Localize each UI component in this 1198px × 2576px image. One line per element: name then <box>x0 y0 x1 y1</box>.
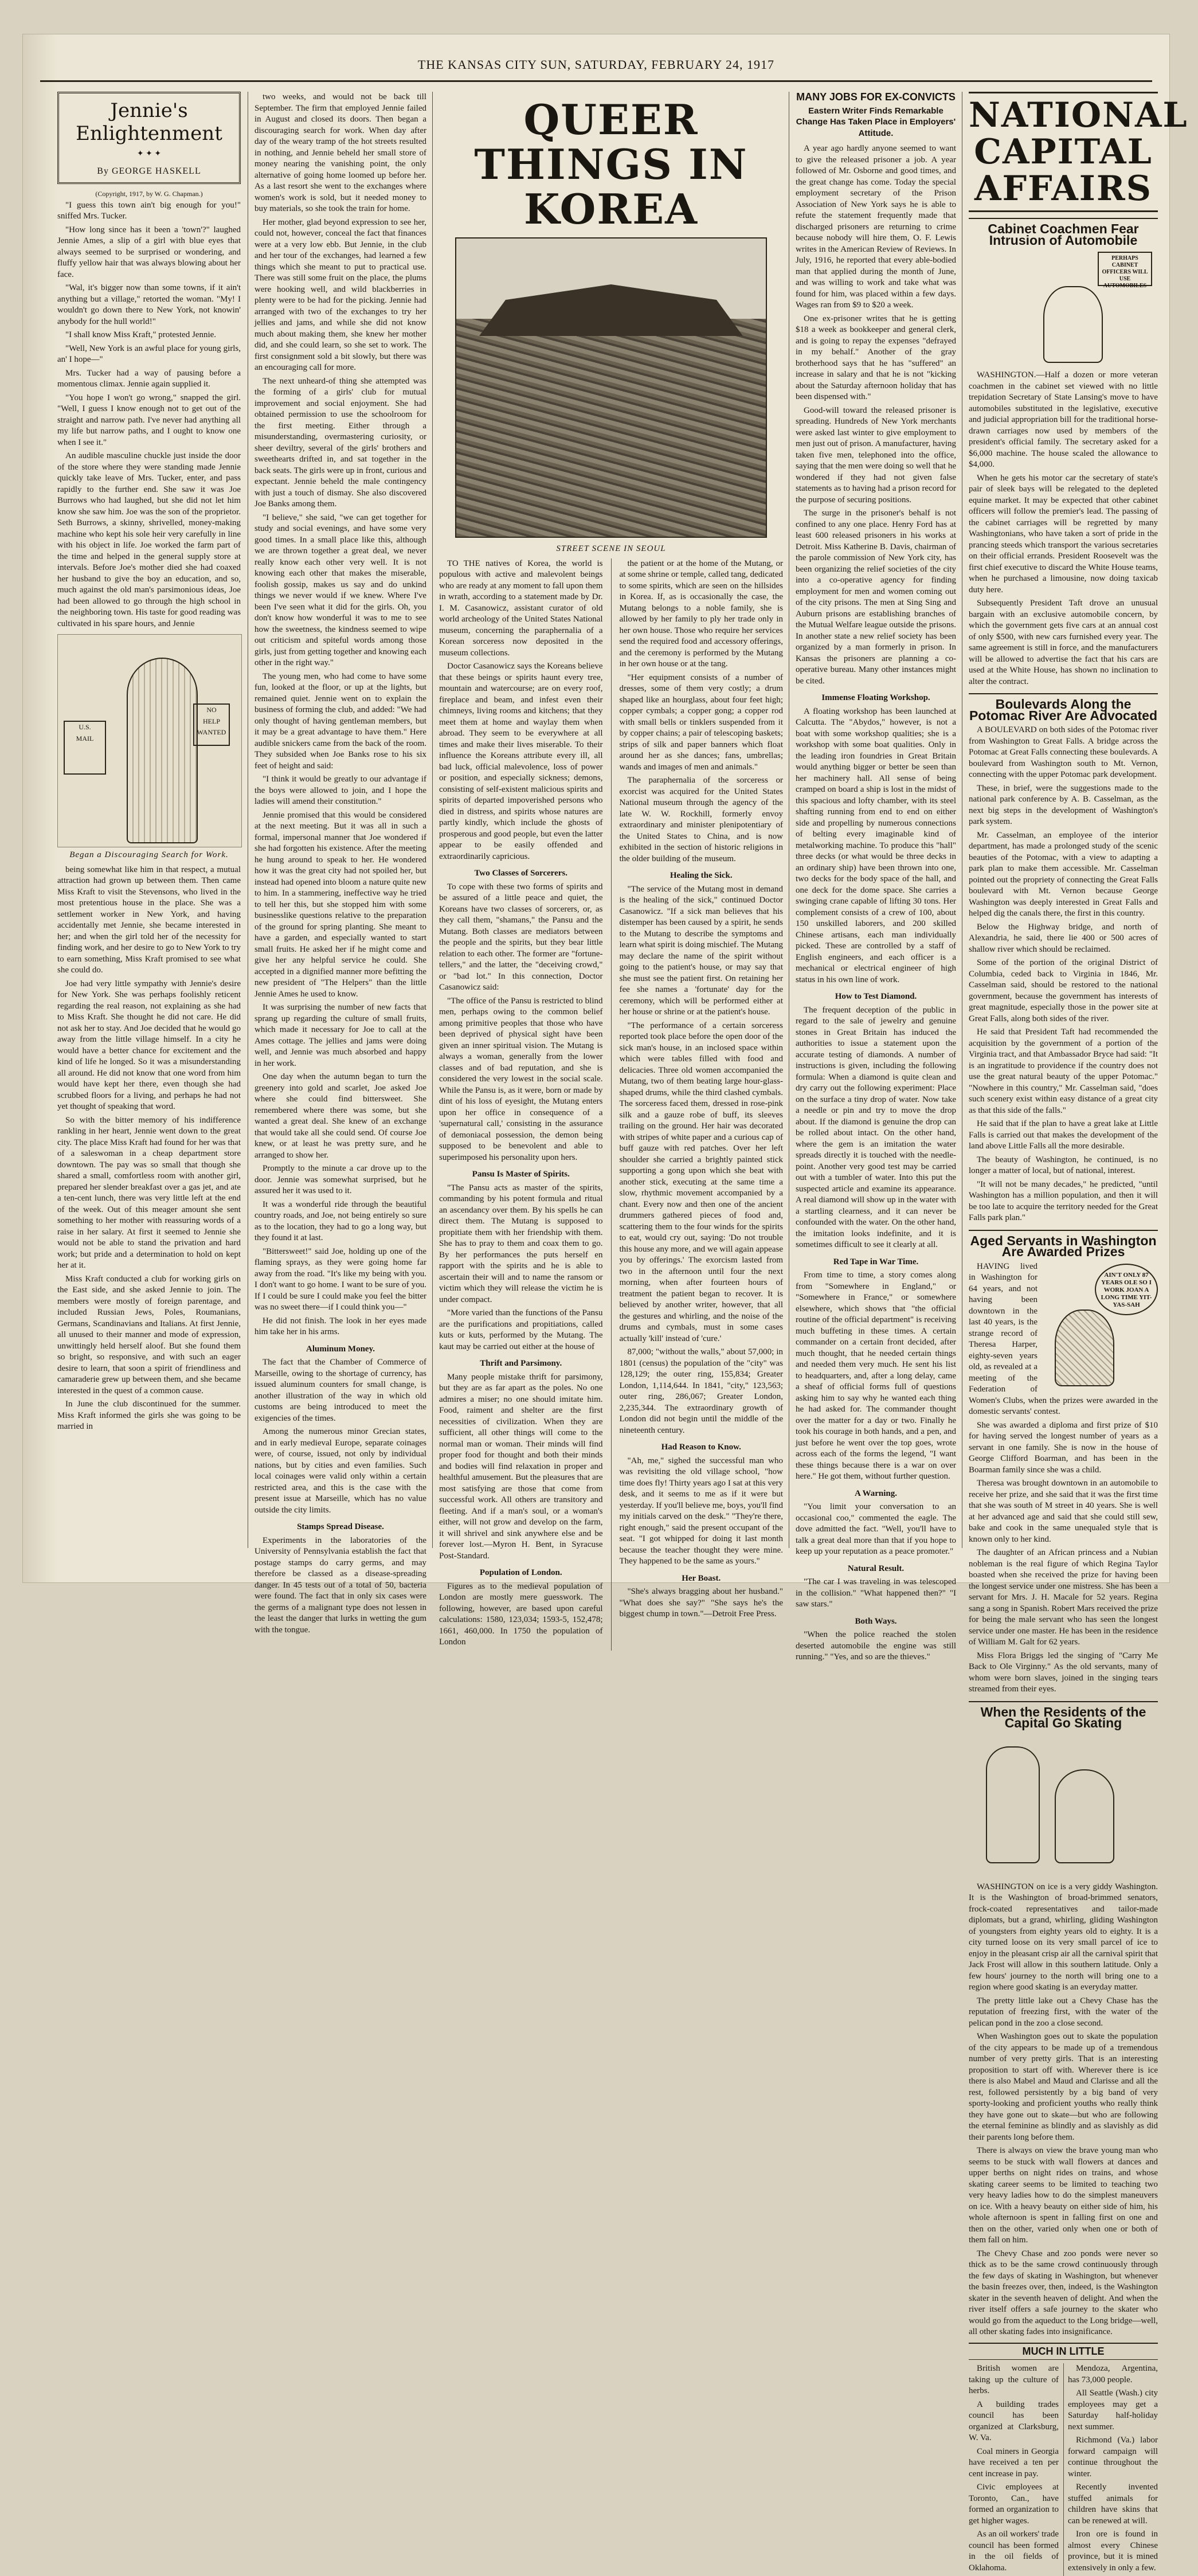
subhead: Thrift and Parsimony. <box>480 1359 562 1368</box>
paragraph: The young men, who had come to have some fun, looked at the floor, or up at the lights, but remained quiet. Jennie went on to explain the business of forming the club, and added: "We had only thought of having gentleman members, but it may be a great advantage to have them." Here audible snickers came from the back of the room. They subsided when Joe Banks rose to his six feet of height and said: <box>255 671 426 771</box>
paragraph: Among the numerous minor Grecian states, and in early medieval Europe, separate coinages were, of course, issued, not only by individual nations, but by cities and even families. Such local coinages were valid only within a certain restricted area, and this is the case with the present issue at Marseille, which has no value outside the city limits. <box>255 1427 426 1515</box>
cartoon-sign: PERHAPS CABINET OFFICERS WILL USE AUTOMOBILES <box>1098 252 1152 286</box>
national-capital-headline: NATIONAL CAPITAL AFFAIRS <box>969 92 1158 212</box>
paragraph: When Washington goes out to skate the population of the city appears to be made up of a tremendous number of very pretty girls. That is an interesting proposition to start off with. Wherever there is ice there is also Mabel and Maud and Clarisse and all the rest, followed persistently by a big band of very sporty-looking and proficient youths who really think they have gone out to skate—but who are following the eternal feminine as blindly and as slavishly as did their parents long before them. <box>969 2032 1158 2142</box>
column-jennie <box>57 92 241 1548</box>
photo-caption: STREET SCENE IN SEOUL <box>556 544 666 553</box>
list-item: Civic employees at Toronto, Can., have formed an organization to get higher wages. <box>969 2483 1059 2526</box>
paragraph: So with the bitter memory of his indifference rankling in her heart, Jennie went down to the great city. The place Miss Kraft had found for her was that of a saleswoman in a cheap department store downtown. The pay was so small that though she shared a small, comfortless room with another girl, prepared her slender breakfast over a gas jet, and ate a ten-cent lunch, there was very little left at the end of the week. Out of this meager amount she sent something to her mother with reassuring words of a raise in her salary. At first it seemed to Jennie she would not be able to stand the privation and hard work; but pride and a determination to hold on kept her at it. <box>57 1115 241 1270</box>
paragraph: Good-will toward the released prisoner is spreading. Hundreds of New York merchants were asked last winter to give employment to men just out of prison. A manufacturer, having taken five men, telephoned into the office, saying that the men were doing so well that he wondered if they had not given false statements as to having had a prison record for the purpose of securing positions. <box>796 405 956 505</box>
paragraph: "The service of the Mutang most in demand is the healing of the sick," continued Doctor Casanowicz. "If a sick man believes that his distemper has been caused by a spirit, he sends to the Mutang to describe the symptoms and learn what spirit is doing mischief. The Mutang may declare the name of the spirit without going to the patient's house, or may say that she must see the patient first. On retaining her fee she names a 'fortunate' day for the ceremony, which will be performed either at her house or shrine or at the patient's house. <box>619 884 784 1017</box>
subhead: Red Tape in War Time. <box>833 1257 919 1266</box>
paragraph: Theresa was brought downtown in an automobile to receive her prize, and she said that it was the first time that she was south of M street in 40 years. She is well at her advanced age and said that she could still sew, bake and cook in the same unequaled style that is known only to her kind. <box>969 1479 1158 1544</box>
ex-convicts-headline: MANY JOBS FOR EX-CONVICTS <box>796 91 956 103</box>
paragraph: "I think it would be greatly to our advantage if the boys were allowed to join, and I hope the ladies will amend their constitution." <box>255 775 426 806</box>
column-jennie-continued <box>255 92 426 1635</box>
list-item: Mendoza, Argentina, has 73,000 people. <box>1068 2364 1158 2385</box>
paragraph: When he gets his motor car the secretary of state's pair of sleek bays will be relegated to the depleted equine market. It may be expected that other cabinet officers will follow the premier's lead. The passing of the cabinet carriages will be regretted by many Washingtonians, who have taken a sort of pride in the prancing steeds which transport the various secretaries on their official errands. President Roosevelt was the first chief executive to discard the White House teams, when he purchased a limousine, now doing taxicab duty here. <box>969 473 1158 595</box>
paragraph: The pretty little lake out a Chevy Chase has the reputation of freezing first, with the water of the pelican pond in the zoo a close second. <box>969 1996 1158 2028</box>
much-in-little-items <box>969 2363 1158 2576</box>
paragraph: HAVING lived in Washington for 64 years, and not having been downtown in the last 40 years, is the strange record of Theresa Harper, eighty-seven years old, as revealed at a meeting of the Federation of Women's Clubs, when the prizes were awarded in the domestic servants' contest. <box>969 1261 1158 1416</box>
story-title: Jennie's Enlightenment <box>76 99 222 145</box>
paragraph: These, in brief, were the suggestions made to the national park conference by A. B. Casselman, as the next big steps in the development of Washington's park system. <box>969 783 1158 826</box>
subhead: Had Reason to Know. <box>661 1443 741 1452</box>
list-item: British women are taking up the culture of herbs. <box>969 2364 1059 2395</box>
mailbox-drawing: U.S. MAIL <box>64 721 106 775</box>
paragraph: two weeks, and would not be back till September. The firm that employed Jennie failed in August and closed its doors. Then began a discouraging search for work. When day after day of the weary tramp of the hot streets resulted in nothing, and Jennie beheld her small store of money nearing the vanishing point, the only alternative of going home loomed up before her. As a last resort she went to the exchanges where women's work is sold, but it needed money to buy materials, so she took the train for home. <box>255 92 426 213</box>
paragraph: A year ago hardly anyone seemed to want to give the released prisoner a job. A year followed of Mr. Osborne and good times, and the great change has come. Today the special employment secretary of the Prison Association of New York says he is able to refute the statement frequently made that discharged prisoners are returning to crime because nobody will hire them, O. F. Lewis writes in the American Review of Reviews. In July, 1916, he reported that every able-bodied man that applied during the month of June, and was willing to work and take what was found for him, was placed within a few days. Wages ran from $9 to $20 a week. <box>796 144 956 310</box>
street-scene-photo <box>455 237 767 538</box>
paragraph: "How long since has it been a 'town'?" laughed Jennie Ames, a slip of a girl with blue eyes that always seemed to be surprised or wondering, and fluffy yellow hair that was always blowing about her face. <box>57 225 241 279</box>
newspaper-page <box>23 34 1188 2573</box>
paragraph: From time to time, a story comes along from "Somewhere in England," or "Somewhere in France," or somewhere elsewhere, which shows that "the official routine of the official department" is receiving much buffeting in these times. A certain commander on a certain front decided, after much thought, that he needed certain things and needed them very much. He sent his list to headquarters, and, after a long delay, came a sheaf of official forms full of questions asking him to say why he wanted each thing he had asked for. The commander thought over the matter for a day or two. Finally he took his courage in both hands, and a pen, and just before he went over the top goes, wrote across each of the forms the legend, "I want these things because there is a war on over here." He got them, without further question. <box>796 1271 956 1481</box>
paragraph: "I guess this town ain't big enough for you!" sniffed Mrs. Tucker. <box>57 200 241 221</box>
paragraph: "I shall know Miss Kraft," protested Jennie. <box>65 330 217 339</box>
illustration-woman <box>57 634 242 847</box>
page-gutter-shadow <box>23 34 57 1582</box>
paragraph: Doctor Casanowicz says the Koreans believe that these beings or spirits haunt every tree, mountain and watercourse; are on every roof, fireplace and beam, and infest even their chimneys, living rooms and kitchens; that they meet them at home and waylay them when abroad. They seem to be everywhere at all times and make their lives miserable. To their influence the Koreans attribute every ill, all bad luck, official malevolence, loss of power or position, and especially sickness; demons, consisting of self-existent malicious spirits and spirits of departed impoverished persons who died in distress, and spirits whose natures are partly kindly, which include the ghosts of prosperous and good people, but even the latter appear to be easily offended and extraordinarily capricious. <box>439 662 603 861</box>
subhead: Population of London. <box>479 1568 562 1577</box>
woman-figure-drawing <box>127 658 198 843</box>
paragraph: "The performance of a certain sorceress reported took place before the open door of the sick man's house, in an inclosed space within which were tables filled with food and delicacies. Three old women accompanied the Mutang, two of them beating large hour-glass-shaped drums, while the third clashed cymbals. The sorceress faced them, dressed in rose-pink silk and a gauze robe of buff, its sleeves trailing on the ground. Her hair was decorated with stripes of white paper and a curious cap of buff gauze with red patches. Over her left shoulder she carried a brightly painted stick supporting a gong upon which she beat with another stick, executing at the same time a slow, rhythmic movement accompanied by a chant. Every now and then one of the ancient drummers gathered pieces of food and, scattering them to the four winds for the spirits to eat, would cry out, saying: 'Do not trouble this house any more, and we will again appease you by offerings.' The exorcism lasted from two in the afternoon until four the next morning, when after fourteen hours of treatment the patient began to recover. It is believed by another writer, however, that all the gestures and whirling, and the noise of the drums and cymbals, must in some cases actually 'kill' instead of 'cure.' <box>619 1021 783 1343</box>
paragraph: 87,000; "without the walls," about 57,000; in 1801 (census) the population of the "city" was 128,129; the outer ring, 155,834; Greater London, 1,114,644. In 1841, "city," 123,563; outer ring, 286,067; Greater London, 2,235,344. The extraordinary growth of London did not begin until the middle of the nineteenth century. <box>619 1347 783 1435</box>
subhead: Healing the Sick. <box>670 871 733 880</box>
paragraph: "When the police reached the stolen deserted automobile the engine was still running." "Yes, and so are the thieves." <box>796 1630 956 1662</box>
column-ex-convicts <box>796 91 956 1662</box>
paragraph: "The Pansu acts as master of the spirits, commanding by his potent formula and ritual an ascendancy over them. By his spells he can direct them. The Mutang is supposed to propitiate them with her friendship with them. She has to pray to them and coax them to go. By her performances the puts herself en rapport with the spirits and he is able to ascertain their will and to name the ransom or victim which they will release the victim he is under compact. <box>439 1183 603 1304</box>
paragraph: "You hope I won't go wrong," snapped the girl. "Well, I guess I know enough not to get out of the straight and narrow path. I've never had anything all my life but narrow paths, and I ought to know one when I see it." <box>57 393 241 447</box>
paragraph: He said that if the plan to have a great lake at Little Falls is carried out that makes the development of the land above Little Falls all the more desirable. <box>969 1119 1158 1151</box>
paragraph: Miss Kraft conducted a club for working girls on the East side, and she asked Jennie to join. The members were mostly of foreign parentage, and included Russian Jews, Poles, Roumanians, Germans, Scandinavians and Italians. At first Jennie, all unused to their manner and mode of expression, unwittingly held herself aloof. But she found them so bright, so responsive, and with such an eager desire to learn, that soon a spirit of friendliness and camaraderie grew up between them, and she became interested in the quest of a common cause. <box>57 1274 241 1396</box>
paragraph: In June the club discontinued for the summer. Miss Kraft informed the girls she was going to be married in <box>57 1400 241 1431</box>
subhead: A Warning. <box>855 1488 897 1498</box>
paragraph: "Wal, it's bigger now than some towns, if it ain't anything but a village," retorted the woman. "My! I wouldn't go down there to New York, not knowin' anybody for the hull world!" <box>57 283 241 326</box>
list-item: Coal miners in Georgia have received a ten per cent increase in pay. <box>969 2446 1059 2479</box>
paragraph: One ex-prisoner writes that he is getting $18 a week as bookkeeper and general clerk, and is going to repay the expenses "defrayed in my behalf." Another of the gray brotherhood says that he has "suffered" an increase in salary and that he is not "kicking about the Saturday afternoon holiday that has been dispensed with." <box>796 314 956 401</box>
paragraph: Joe had very little sympathy with Jennie's desire for New York. She was perhaps foolishly reticent regarding the real reason, not explaining as she had to Miss Kraft. She thought he did not care. He did not ask her to stay. And Joe decided that he would go away from the little village himself. In a city he would have a better chance for excitement and the kind of life he longed. So it was a misunderstanding all around. He did not know that one word from him would have kept her there, even though she had scrubbed floors for a living, and perhaps he had not yet thought of speaking that word. <box>57 979 241 1111</box>
column-national-capital <box>969 92 1188 2573</box>
list-item: All Seattle (Wash.) city employees may get a Saturday half-holiday next summer. <box>1068 2389 1158 2432</box>
servant-figure-drawing <box>1055 1310 1114 1386</box>
paragraph: Subsequently President Taft drove an unusual bargain with an exclusive automobile concern, by which the government gets five cars at an annual cost of only $500, with new cars furnished every year. The same agreement is still in force, and the manufacturers will be allowed to advertise the fact that his cars are used at the White House, has shown no inclination to alter the contract. <box>969 599 1158 686</box>
paragraph: Jennie promised that this would be considered at the next meeting. But it was all in such a formal, impersonal manner that Joe wondered if she had forgotten his existence. After the meeting he hung around to speak to her. He wondered how it was the great city had not spoiled her, but instead had opened into bloom a nature quite new to him. In a stammering, ineffective way he tried to tell her this, but she stopped him with some businesslike questions relative to the preparation of the ground for spring planting. She meant to have a garden, and especially wanted to start small fruits. He asked her if he might come and give her any helpful service he could. She accepted in a dignified manner more befitting the new president of "The Helpers" than the little Jennie Ames he used to know. <box>255 810 426 999</box>
paragraph: The Chevy Chase and zoo ponds were never so thick as to be the same crowd continuously through the few days of skating in Washington, but whenever the basin freezes over, then, indeed, is the Washington skater in the seventh heaven of delight. And when the river itself offers a safe journey to the skater who would go from the aqueduct to the Long bridge—well, all other skating fades into insignificance. <box>969 2249 1158 2336</box>
subhead-aluminum-money: Aluminum Money. <box>306 1344 375 1354</box>
paragraph: "I believe," she said, "we can get together for study and social evenings, and have some very good times. In a small place like this, although we are thrown together a great deal, we never really know each other very well. It is not knowing each other that makes the miserable, foolish gossip, makes us say and do unkind things we never would if we knew. Where I've been I've seen what it did for the girls. Oh, you don't know how wonderful it was to me to see how the sweetness, the kindness seemed to wipe out criticism and spiteful words among those girls, just from getting together and knowing each other in the right way." <box>255 513 426 667</box>
story-title-box <box>57 92 241 184</box>
paragraph: being somewhat like him in that respect, a mutual attraction had grown up between them. Then came Miss Kraft to visit the Stevensons, who lived in the most pretentious house in the place. She was a settlement worker in New York, and having accidentally met Jennie, she became interested in her; and when the girl told her of the necessity for finding work, and her desire to go to New York to try to earn something, Miss Kraft promised to see what she could do. <box>57 865 241 975</box>
korea-text-columns <box>439 558 783 1651</box>
ex-convicts-deck: Eastern Writer Finds Remarkable Change Has Taken Place in Employers' Attitude. <box>796 105 956 138</box>
skater-figure-drawing <box>1055 1769 1114 1863</box>
masthead: THE KANSAS CITY SUN, SATURDAY, FEBRUARY 24, 1917 <box>417 57 775 72</box>
korea-headline: QUEER THINGS IN KOREA <box>474 95 748 233</box>
paragraph: A floating workshop has been launched at Calcutta. The "Abydos," however, is not a boat with some workshop qualities; she is a workshop with some boat qualities. Only in the leading iron foundries in Great Britain would anything bigger or better be seen than her machinery hall. All sense of being cramped on board a ship is lost in the midst of this spacious and lofty chamber, with its steel shafting running from end to end on either side and propelling by numerous connections of belting every imaginable kind of metalworking machine. To produce this "hall" three decks (or what would be three decks in an ordinary ship) have been thrown into one, two decks for the body space of the hall, and one deck for the dome space. She carries a swinging crane capable of lifting 30 tons. Her complement consists of a crew of 100, about 150 unskilled laborers, and 200 skilled Chinese artisans, each man individually picked. These are controlled by a staff of English engineers, and each officer is a mechanical or electrical engineer of high status in his own line of work. <box>796 706 956 984</box>
paragraph: "Well, New York is an awful place for young girls, an' I hope—" <box>57 343 241 364</box>
skater-figure-drawing <box>986 1746 1040 1863</box>
paragraph: There is always on view the brave young man who seems to be stuck with wall flowers at dances and upper berths on night rides on trains, and whose skating career seems to be limited to teaching two very heavy ladies how to do the simplest maneuvers on ice. With a heavy beauty on either side of him, his whole afternoon is spent in falling first on one and then on the other, varied only when one or both of them fall on him. <box>969 2146 1158 2245</box>
paragraph: Figures as to the medieval population of London are mostly mere guesswork. The following, however, are based upon careful calculations: 1580, 123,034; 1593-5, 152,478; 1661, 460,000. In 1750 the population of London <box>439 1581 603 1647</box>
korea-right-column <box>620 558 784 1651</box>
paragraph: the patient or at the home of the Mutang, or at some shrine or temple, called tang, dedicated to some spirits, which are seen on the hillsides in Korea. If, as is occasionally the case, the Mutang belongs to a noble family, she is allowed by her family to ply her trade only in her own house. Those who require her services send the required food and accessory offerings, and the ceremony is performed by the Mutang in her own house or at the tang. <box>619 558 783 669</box>
no-help-sign-drawing: NO HELP WANTED <box>193 703 230 746</box>
paragraph: To cope with these two forms of spirits and be assured of a little peace and quiet, the Koreans have two classes of sorcerers, or, as they call them, "shamans," the Pansu and the Mutang. Both classes are mediators between the people and the spirits, but they bear little relation to each other. The former are "fortune-tellers," and the latter, the "deceiving crowd," or "bad lot." In this connection, Doctor Casanowicz said: <box>439 882 603 992</box>
list-item: Recently invented stuffed animals for children have skins that can be renewed at will. <box>1068 2483 1158 2526</box>
subhead: Two Classes of Sorcerers. <box>474 869 567 878</box>
paragraph: He did not finish. The look in her eyes made him take her in his arms. <box>255 1316 426 1336</box>
paragraph: It was surprising the number of new facts that sprang up regarding the culture of small fruits, which made it necessary for Joe to call at the Ames cottage. The jellies and jams were doing well, and Jennie was much absorbed and happy in her work. <box>255 1003 426 1068</box>
masthead-rule <box>40 80 1152 82</box>
paragraph: The paraphernalia of the sorceress or exorcist was acquired for the United States National museum through the agency of the late W. W. Rockhill, formerly envoy extraordinary and minister plenipotentiary of the United States to China, and is now exhibited in the section of historic religions in the older building of the museum. <box>619 776 783 863</box>
paragraph: Her mother, glad beyond expression to see her, could not, however, conceal the fact that finances were at a very low ebb. But Jennie, in the club and her tour of the exchanges, had learned a few things which she meant to put to practical use. There was still some fruit on the place, the plums were hooking well, and wild blackberries in plenty were to be had for the picking. Jennie had arranged with two of the exchanges to try her jellies and jams, and while she did not know much about making them, she knew her mother did, and she could learn, so she set to work. The first consignment sold a bit slowly, but there was an encouraging call for more. <box>255 217 426 372</box>
column-korea <box>439 92 784 1647</box>
horse-figure-drawing <box>1043 286 1103 363</box>
korea-left-column <box>439 558 603 1651</box>
much-in-little-headline: MUCH IN LITTLE <box>969 2343 1158 2360</box>
paragraph: WASHINGTON on ice is a very giddy Washington. It is the Washington of broad-brimmed senators, frock-coated representatives and tailor-made diplomats, but a grand, whirling, gliding Washington of youngsters from eighty years old to eighty. It is a city turned loose on its very small parcel of ice to enjoy in the pleasant crisp air all the carnival spirit that Jack Frost will allow in this southern latitude. Only a few hours' journey to the north will bring one to a region where good skating is an everyday matter. <box>969 1882 1158 1992</box>
byline: By GEORGE HASKELL <box>97 166 201 176</box>
subhead: Natural Result. <box>847 1563 905 1573</box>
illustration-caption: Began a Discouraging Search for Work. <box>69 850 229 859</box>
section-headline: Aged Servants in Washington Are Awarded Prizes <box>969 1230 1158 1258</box>
inner-column-rule <box>611 558 612 1651</box>
paragraph: "It will not be many decades," he predicted, "until Washington has a million population, and then it will be too late to acquire the territory needed for the Great Falls park plan." <box>969 1179 1158 1222</box>
subhead: Pansu Is Master of Spirits. <box>472 1170 570 1179</box>
list-item: Richmond (Va.) labor forward campaign will continue throughout the winter. <box>1068 2436 1158 2479</box>
paragraph: "You limit your conversation to an occasional coo," commented the eagle. The dove admitted the fact. "Well, you'll have to talk a great deal more than that if you hope to keep up your reputation as a peace promoter." <box>796 1502 956 1556</box>
speech-bubble: AIN'T ONLY 87 YEARS OLE SO I WORK JOAN A LONG TIME YIT- YAS-SAH <box>1095 1264 1158 1315</box>
list-item: A building trades council has been organized at Clarksburg, W. Va. <box>969 2399 1059 2442</box>
paragraph: The beauty of Washington, he continued, is no longer a matter of local, but of national, interest. <box>969 1155 1158 1175</box>
list-item: Iron ore is found in almost every Chinese province, but it is mined extensively in only a few. <box>1068 2530 1158 2573</box>
column-rule <box>432 92 433 1548</box>
paragraph: The fact that the Chamber of Commerce of Marseille, owing to the shortage of currency, has issued aluminum counters for small change, is another illustration of the way in which old customs are being introduced to meet the exigencies of the times. <box>255 1358 426 1423</box>
paragraph: Many people mistake thrift for parsimony, but they are as far apart as the poles. No one admires a miser; no one should imitate him. Food, raiment and shelter are the first necessities of civilization. When they are sufficient, all other things will come to the normal man or woman. Their minds will find proper food for thought and both their minds and bodies will find relaxation in proper and healthful amusement. But the pleasures that are most satisfying are those that come from successful work. All others are transitory and fleeting. And if a man's soul, or a woman's either, will not grow and develop on the farm, it will shrivel and sink anywhere else and be forever lost.—Myron H. Bent, in Syracuse Post-Standard. <box>439 1372 603 1561</box>
subhead-stamps: Stamps Spread Disease. <box>297 1522 384 1531</box>
paragraph: "Bittersweet!" said Joe, holding up one of the flaming sprays, as they were going home far away from the road. "It's like my being with you. I don't want to go home. I want to be sure of you. If I could be sure I could make you feel the bitter was no sweet there—if I could think you—" <box>255 1246 426 1312</box>
paragraph: "Ah, me," sighed the successful man who was revisiting the old village school, "how time does fly! Thirty years ago I sat at this very desk, and it seems to me as if it were but yesterday. If you'll believe me, boys, you'll find my initials carved on the desk." "They're there, right enough," said the present occupant of the seat. "I got whipped for doing it last month because the teacher thought they were mine. They happened to be the same as yours." <box>619 1456 783 1566</box>
paragraph: TO THE natives of Korea, the world is populous with active and malevolent beings who are ready at any moment to fall upon them in wrath, according to a statement made by Dr. I. M. Casanowicz, assistant curator of old world archeology of the United States National museum, concerning the paraphernalia of a Korean sorceress now deposited in the museum collections. <box>439 558 603 658</box>
paragraph: An audible masculine chuckle just inside the door of the store where they were standing made Jennie quickly take leave of Mrs. Tucker, enter, and pass rapidly to the further end. She saw it was Joe Burrows who had laughed, but she did not let him know she saw him. Joe was the son of the proprietor. Seth Burrows, a skinny, shrivelled, money-making machine who kept his sole heir very carefully in line with his object in life. Joe worked the farm part of the time and helped in the general supply store at intervals. Before Joe's mother died she had coaxed her husband to give the boy an education, and so, much against the old man's parsimonious ideas, Joe had been allowed to go through the high school in the neighboring town. His taste for good reading was cultivated in his spare hours, and Jennie <box>57 451 241 628</box>
paragraph: He said that President Taft had recommended the acquisition by the government of a portion of the Virginia tract, and that Ambassador Bryce had said: "It is an ingratitude to providence if the country does not use the great natural beauty of the upper Potomac." "Nowhere in this country," Mr. Casselman said, "does such scenery exist within easy distance of a great city as that this side of the falls." <box>969 1027 1158 1115</box>
paragraph: It was a wonderful ride through the beautiful country roads, and Joe, not being entirely so sure as to the location, they had to go a long way, but they found it at last. <box>255 1199 426 1242</box>
coachman-cartoon <box>1032 252 1158 366</box>
subhead: How to Test Diamond. <box>835 992 917 1001</box>
paragraph: The daughter of an African princess and a Nubian nobleman is the real figure of which Regina Taylor boasted when she received the prize for having been the longest service under one mistress. She has been a servant for Mrs. J. H. Macale for 52 years. Regina sang a song in Spanish. Robert Mars received the prize for being the male servant who has seen the longest service under one master. He has been in the residence of William M. Galt for 62 years. <box>969 1548 1158 1647</box>
paragraph: She was awarded a diploma and first prize of $10 for having served the longest number of years as a servant in one family. She is now in the house of George Clifford Boarman, and has been in the Boarman family since she was a child. <box>969 1420 1158 1475</box>
paragraph: The frequent deception of the public in regard to the sale of jewelry and genuine stones in Great Britain has induced the authorities to issue a statement upon the accurate testing of diamonds. A number of instructions is given, including the following formula: When a diamond is quite clean and dry carry out the following experiment: Place on the surface a tiny drop of water. Now take a needle or pin and try to move the drop about. If the diamond is genuine the drop can be rolled about intact. On the other hand, where the gem is an imitation the water spreads directly it is touched with the needle-point. Another very good test may be carried out with a tumbler of water. Into this put the suspected article and examine its appearance. A real diamond will show up in the water with a startling clearness, and it can never be confounded with the water. On the other hand, the imitation looks indefinite, and it is sometimes difficult to see it clearly at all. <box>796 1005 956 1249</box>
paragraph: "The car I was traveling in was telescoped in the collision." "What happened then?" "I saw stars." <box>796 1577 956 1609</box>
paragraph: "Her equipment consists of a number of dresses, some of them very costly; a drum shaped like an hourglass, about four feet high; copper cymbals; a copper gong; a copper rod with small bells or tinklers suspended from it by copper chains; a pair of telescoping baskets; strips of silk and paper banners which float around her as she dances; fans, umbrellas; wands and images of men and animals." <box>619 673 783 772</box>
subhead: Both Ways. <box>855 1616 897 1626</box>
paragraph: Promptly to the minute a car drove up to the door. Jennie was somewhat surprised, but he assured her it was used to it. <box>255 1164 426 1195</box>
servant-cartoon <box>1043 1264 1158 1390</box>
paragraph: "The office of the Pansu is restricted to blind men, perhaps owing to the common belief among primitive peoples that those who have been deprived of physical sight have been given an inner spiritual vision. The Mutang is always a woman, generally from the lower classes and of bad reputation, and she is considered the very lowest in the social scale. While the Pansu is, as it were, born or made by dint of his loss of eyesight, the Mutang enters upon her office in consequence of a 'supernatural call,' consisting in the assurance of demoniacal possession, the demon being supposed to be benevolent and able to superimposed his personality upon hers. <box>439 996 603 1162</box>
paragraph: "More varied than the functions of the Pansu are the purifications and propitiations, called kuts or kuts, performed by the Mutang. The kaut may be carried out either at the house of <box>439 1308 603 1351</box>
paragraph: A BOULEVARD on both sides of the Potomac river from Washington to Great Falls. A bridge across the Potomac at Great Falls connecting these boulevards. A boulevard from Washington south to Mt. Vernon, connecting with the upper Potomac park development. <box>969 725 1158 779</box>
paragraph: One day when the autumn began to turn the greenery into gold and scarlet, Joe asked Joe where she could find bittersweet. She remembered where there was some, but she wanted a great deal. She knew of an exchange that would take all she could send. Of course Joe knew, or at least he was pretty sure, and he arranged to show her. <box>255 1072 426 1160</box>
skaters-cartoon <box>969 1735 1129 1878</box>
paragraph: The surge in the prisoner's behalf is not confined to any one place. Henry Ford has at least 600 released prisoners in his works at Detroit. Miss Katherine B. Davis, chairman of the parole commission of New York city, has been organizing the relief societies of the city into a co-operative agency for finding employment for men and women coming out of the city prisons. The men at Sing Sing and Auburn prisons are establishing branches of the Mutual Welfare league outside the prisons. In another state a new relief society has been organized by a man formerly in prison. In Kansas the prisoners are planning a co-operative bureau. Many other instances might be cited. <box>796 509 956 686</box>
subhead: Immense Floating Workshop. <box>821 693 930 702</box>
paragraph: Experiments in the laboratories of the University of Pennsylvania establish the fact that postage stamps do carry germs, and may therefore be classed as a disease-spreading danger. In 45 tests out of a total of 50, bacteria were found. The fact that in only six cases were the germs of a malignant type does not lessen in the least the danger that lurks in wetting the gum with the tongue. <box>255 1535 426 1635</box>
paragraph: Miss Flora Briggs led the singing of "Carry Me Back to Ole Virginny." As the old servants, many of whom were born slaves, joined in the singing tears streamed from their eyes. <box>969 1651 1158 1694</box>
list-item: As an oil workers' trade council has been formed in the oil fields of Oklahoma. <box>969 2530 1059 2573</box>
paragraph: Mrs. Tucker had a way of pausing before a momentous climax. Jennie again supplied it. <box>57 368 241 389</box>
section-headline: Boulevards Along the Potomac River Are Advocated <box>969 693 1158 721</box>
section-headline: Cabinet Coachmen Fear Intrusion of Automobile <box>969 218 1158 246</box>
section-headline: When the Residents of the Capital Go Skating <box>969 1701 1158 1729</box>
paragraph: WASHINGTON.—Half a dozen or more veteran coachmen in the cabinet set viewed with no little trepidation Secretary of State Lansing's move to have automobiles substituted in the legislative, executive and judicial appropriation bill for the traditional horse-drawn carriages now used by members of the president's official family. The secretary asked for a $6,000 machine. The house scaled the allowance to $4,000. <box>969 370 1158 469</box>
paragraph: The next unheard-of thing she attempted was the forming of a girls' club for mutual improvement and social enjoyment. She had obtained permission to use the schoolroom for the first meeting. Either through a misunderstanding, overmastering curiosity, or sheer deviltry, several of the girls' brothers and sweethearts drifted in, and sat together in the back seats. The girls were up in front, curious and expectant. Jennie beheld the male contingency with just a touch of dismay. She also discovered Joe Banks among them. <box>255 376 426 509</box>
paragraph: Some of the portion of the original District of Columbia, ceded back to Virginia in 1846, Mr. Casselman said, should be restored to the national government, because the government has interests of great magnitude, especially those in the power site at Great Falls, along both sides of the river. <box>969 958 1158 1023</box>
paragraph: Below the Highway bridge, and north of Alexandria, he said, there lie 400 or 500 acres of shallow river which should be reclaimed. <box>969 922 1158 954</box>
paragraph: Mr. Casselman, an employee of the interior department, has made a prolonged study of the scenic beauties of the Potomac, with a view to adapting a park plan to make them accessible. Mr. Casselman pointed out the propriety of connecting the Great Falls boulevard with Mt. Vernon because George Washington was deeply interested in Great Falls and helped dig the canals there, the first in this country. <box>969 830 1158 918</box>
subhead: Her Boast. <box>682 1573 721 1583</box>
paragraph: "She's always bragging about her husband." "What does she say?" "She says he's the biggest chump in town."—Detroit Free Press. <box>619 1587 783 1619</box>
ornament: ✦ ✦ ✦ <box>136 150 162 158</box>
copyright-line: (Copyright, 1917, by W. G. Chapman.) <box>95 190 203 198</box>
